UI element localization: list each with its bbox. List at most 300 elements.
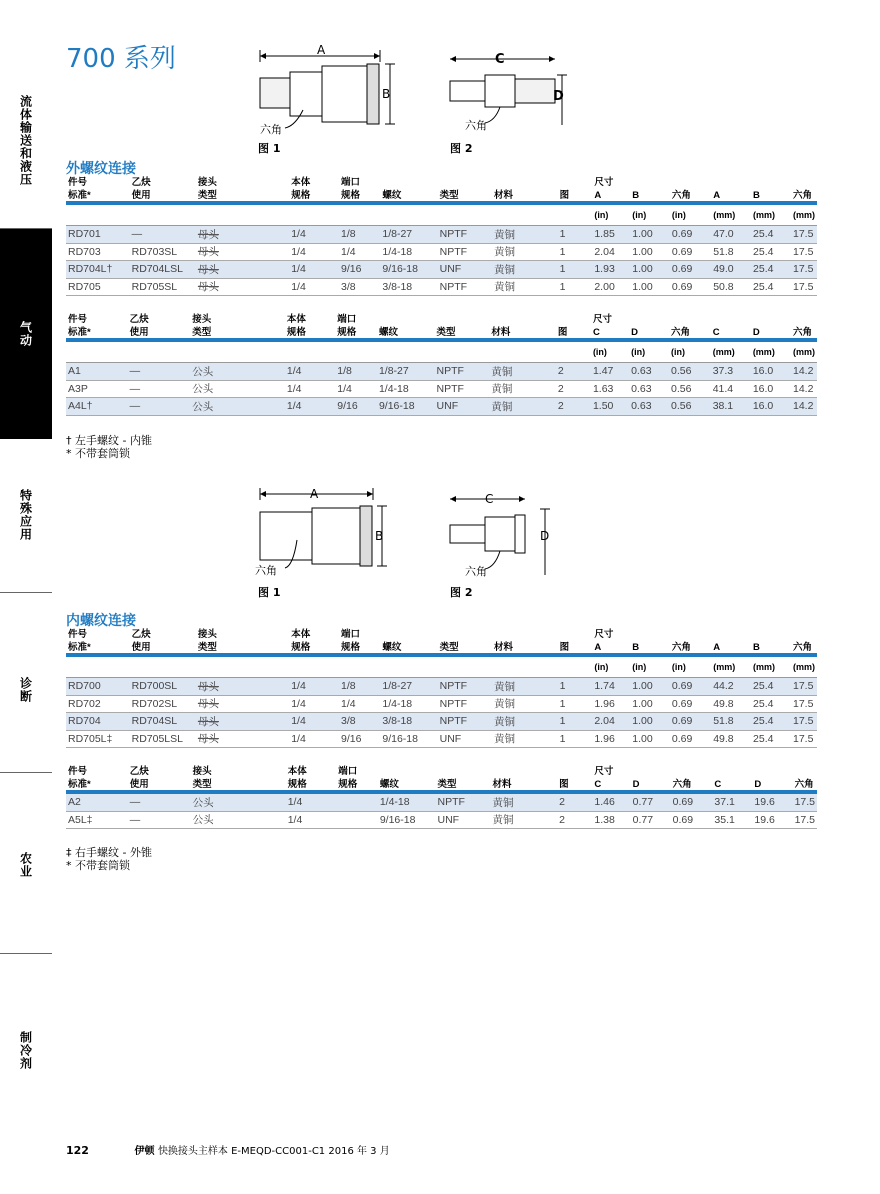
table-cell: 1 <box>558 226 593 244</box>
table-cell: 49.8 <box>711 730 751 748</box>
table-cell: 1/4 <box>286 811 336 829</box>
table-cell: 17.5 <box>791 730 817 748</box>
table-cell: — <box>128 398 191 416</box>
table-cell: 0.69 <box>671 811 713 829</box>
table-cell: UNF <box>436 811 491 829</box>
table-cell: 25.4 <box>751 243 791 261</box>
header-thread: 螺纹 <box>378 777 436 792</box>
header-type: 类型 <box>438 188 492 203</box>
header-size: 尺寸 <box>594 629 614 640</box>
table-cell: 17.5 <box>793 792 817 811</box>
spec-table-male-plugs <box>66 312 817 416</box>
table-cell: 1/4 <box>285 398 335 416</box>
table-cell: 44.2 <box>711 678 751 696</box>
header-material: 材料 <box>489 325 555 340</box>
plug-diagram-fig2-top <box>445 45 575 140</box>
table-cell: 1/4 <box>289 243 339 261</box>
table-cell: RD701 <box>66 226 130 244</box>
table-cell: 9/16-18 <box>380 261 437 279</box>
table-cell: 2.04 <box>592 713 630 731</box>
header-connector: 接头 <box>192 766 212 777</box>
side-tab-diagnostics[interactable]: 诊断 <box>18 677 33 703</box>
header-part-no: 件号 <box>68 766 88 777</box>
table-cell: 19.6 <box>752 811 792 829</box>
table-cell: — <box>130 226 196 244</box>
table-cell: NPTF <box>435 380 490 398</box>
table-cell: 0.77 <box>631 792 671 811</box>
table-row <box>66 363 817 381</box>
table-cell: 黄铜 <box>492 730 558 748</box>
hex-label: 六角 <box>465 565 487 578</box>
table-cell: 1/4 <box>285 363 335 381</box>
table-cell: 14.2 <box>791 398 817 416</box>
table-cell: 1/8 <box>335 363 377 381</box>
header-connector: 接头 <box>197 177 217 188</box>
header-text: 使用 <box>128 325 191 340</box>
unit-in: (in) <box>591 340 629 363</box>
table-cell: 1 <box>558 695 593 713</box>
table-cell: 2 <box>557 811 592 829</box>
header-standard: 标准* <box>66 777 128 792</box>
table-cell: 1/4 <box>339 695 380 713</box>
table-cell: 1.00 <box>630 278 670 296</box>
table-cell: 3/8-18 <box>380 713 437 731</box>
fig2-label: 图 2 <box>450 586 473 599</box>
unit-in: (in) <box>670 655 711 678</box>
table-cell: 19.6 <box>752 792 792 811</box>
header-b: B <box>630 188 670 203</box>
table-row <box>66 792 817 811</box>
header-a: A <box>592 188 630 203</box>
table-cell: 1.50 <box>591 398 629 416</box>
table-cell <box>336 792 378 811</box>
table-cell: 黄铜 <box>492 261 558 279</box>
header-text: 使用 <box>128 777 191 792</box>
table-cell: UNF <box>438 730 492 748</box>
table-cell: 1.38 <box>592 811 630 829</box>
section-title-female: 内螺纹连接 <box>66 613 136 629</box>
table-cell: 1 <box>558 261 593 279</box>
table-cell: 1/4-18 <box>380 695 437 713</box>
header-size: 尺寸 <box>594 766 614 777</box>
header-text: 规格 <box>335 325 377 340</box>
table-cell: 1 <box>558 713 593 731</box>
table-cell: 38.1 <box>711 398 751 416</box>
header-b: B <box>630 640 670 655</box>
unit-in: (in) <box>630 203 670 226</box>
table-row <box>66 226 817 244</box>
header-type: 类型 <box>438 640 492 655</box>
header-text: 规格 <box>339 640 380 655</box>
table-cell: 1.00 <box>630 678 670 696</box>
side-tab-pneumatic[interactable]: 气动 <box>0 229 52 439</box>
dim-c-label: C <box>495 52 505 67</box>
table-cell: 0.77 <box>631 811 671 829</box>
table-cell: 0.69 <box>670 695 711 713</box>
header-d: D <box>631 777 671 792</box>
unit-mm: (mm) <box>711 340 751 363</box>
header-b: B <box>751 188 791 203</box>
table-cell: 1/8-27 <box>377 363 435 381</box>
header-a: A <box>592 640 630 655</box>
unit-in: (in) <box>592 203 630 226</box>
dim-d-label: D <box>540 529 550 543</box>
header-fig: 图 <box>558 188 593 203</box>
side-tab-bar <box>0 0 52 1194</box>
table-cell: 0.56 <box>669 363 711 381</box>
table-cell: 黄铜 <box>492 226 558 244</box>
table-cell: 1/4-18 <box>377 380 435 398</box>
table-cell: 公头 <box>190 398 285 416</box>
table-cell: 25.4 <box>751 226 791 244</box>
header-acetylene: 乙炔 <box>131 177 151 188</box>
header-material: 材料 <box>492 640 558 655</box>
table-cell: 0.63 <box>629 363 669 381</box>
side-tab-fluid[interactable]: 流体输送和液压 <box>18 94 33 186</box>
table-cell: 1.46 <box>592 792 630 811</box>
table-cell: 1/4 <box>289 226 339 244</box>
header-port: 端口 <box>338 766 358 777</box>
table-cell: 17.5 <box>791 261 817 279</box>
table-cell: 0.56 <box>669 380 711 398</box>
table-cell: 25.4 <box>751 695 791 713</box>
table-cell: 1 <box>558 678 593 696</box>
header-c: C <box>592 777 630 792</box>
unit-mm: (mm) <box>791 203 817 226</box>
table-cell: RD702SL <box>130 695 196 713</box>
table-cell: RD703 <box>66 243 130 261</box>
header-text: 类型 <box>191 777 286 792</box>
table-cell: 1.93 <box>592 261 630 279</box>
table-cell: NPTF <box>438 678 492 696</box>
header-fig: 图 <box>557 777 592 792</box>
header-hex: 六角 <box>671 777 713 792</box>
table-cell: 1 <box>558 243 593 261</box>
table-row <box>66 261 817 279</box>
table-cell: 1.96 <box>592 695 630 713</box>
header-a: A <box>711 640 751 655</box>
header-d: D <box>629 325 669 340</box>
header-hex: 六角 <box>670 188 711 203</box>
table-row <box>66 713 817 731</box>
table-cell: — <box>128 380 191 398</box>
table-cell: 黄铜 <box>489 363 555 381</box>
table-cell: 0.69 <box>670 278 711 296</box>
table-cell: 母头 <box>196 243 289 261</box>
table-cell: 1.63 <box>591 380 629 398</box>
plug-diagram-fig2-bottom <box>445 485 575 580</box>
table-cell: 50.8 <box>711 278 751 296</box>
header-b: B <box>751 640 791 655</box>
table-cell: 9/16-18 <box>377 398 435 416</box>
table-cell: 1.00 <box>630 243 670 261</box>
table-cell: 37.3 <box>711 363 751 381</box>
side-tab-agriculture[interactable]: 农业 <box>18 852 33 878</box>
header-fig: 图 <box>558 640 593 655</box>
table-cell: RD700SL <box>130 678 196 696</box>
header-text: 规格 <box>285 325 335 340</box>
table-cell: 9/16-18 <box>378 811 436 829</box>
table-cell: RD704LSL <box>130 261 196 279</box>
table-cell: 47.0 <box>711 226 751 244</box>
table-cell: NPTF <box>438 278 492 296</box>
spec-table-male-couplers <box>66 175 817 296</box>
table-cell: 母头 <box>196 226 289 244</box>
divider <box>0 592 52 593</box>
table-cell: 1/8 <box>339 226 380 244</box>
table-cell: 1.47 <box>591 363 629 381</box>
table-cell: 1.96 <box>592 730 630 748</box>
fig1-label: 图 1 <box>258 586 281 599</box>
table-cell: 49.0 <box>711 261 751 279</box>
footnote: ‡ 右手螺纹 - 外锥 <box>66 846 152 859</box>
table-row <box>66 243 817 261</box>
header-connector: 接头 <box>197 629 217 640</box>
table-cell: 0.69 <box>670 713 711 731</box>
table-cell: 17.5 <box>793 811 817 829</box>
unit-in: (in) <box>669 340 711 363</box>
dim-a-label: A <box>310 487 319 501</box>
table-cell: 黄铜 <box>492 278 558 296</box>
table-cell: 公头 <box>191 792 286 811</box>
header-d: D <box>751 325 791 340</box>
dim-c-label: C <box>485 492 494 506</box>
header-body: 本体 <box>286 314 306 325</box>
header-c: C <box>711 325 751 340</box>
unit-in: (in) <box>592 655 630 678</box>
footnotes-female <box>66 846 152 872</box>
table-cell: 0.63 <box>629 398 669 416</box>
unit-mm: (mm) <box>711 203 751 226</box>
table-row <box>66 730 817 748</box>
side-tab-special[interactable]: 特殊应用 <box>18 489 33 541</box>
header-port: 端口 <box>341 177 361 188</box>
table-cell: 公头 <box>191 811 286 829</box>
table-cell: RD705LSL <box>130 730 196 748</box>
table-cell: 17.5 <box>791 278 817 296</box>
side-tab-refrigerant[interactable]: 制冷剂 <box>18 1030 33 1070</box>
table-cell: 1/4 <box>335 380 377 398</box>
header-body: 本体 <box>291 629 311 640</box>
table-row <box>66 678 817 696</box>
table-cell: 0.56 <box>669 398 711 416</box>
header-text: 类型 <box>196 640 289 655</box>
dim-b-label: B <box>382 87 391 101</box>
header-text: 规格 <box>336 777 378 792</box>
header-text: 类型 <box>196 188 289 203</box>
table-cell: 1/4 <box>286 792 336 811</box>
header-hex: 六角 <box>791 325 817 340</box>
unit-mm: (mm) <box>751 340 791 363</box>
table-cell: NPTF <box>438 695 492 713</box>
header-part-no: 件号 <box>68 314 88 325</box>
table-cell: 母头 <box>196 730 289 748</box>
table-cell: 0.69 <box>670 261 711 279</box>
table-row <box>66 380 817 398</box>
header-port: 端口 <box>341 629 361 640</box>
table-cell: — <box>128 811 191 829</box>
footnote: * 不带套筒锁 <box>66 859 130 872</box>
unit-in: (in) <box>629 340 669 363</box>
table-cell: A3P <box>66 380 128 398</box>
table-cell: RD704 <box>66 713 130 731</box>
table-cell: UNF <box>438 261 492 279</box>
table-cell: 3/8 <box>339 278 380 296</box>
table-cell: 黄铜 <box>492 243 558 261</box>
table-cell: — <box>128 792 191 811</box>
table-cell: 1.00 <box>630 226 670 244</box>
table-cell: 17.5 <box>791 695 817 713</box>
table-cell: 16.0 <box>751 398 791 416</box>
unit-mm: (mm) <box>791 655 817 678</box>
header-c: C <box>712 777 752 792</box>
table-cell: NPTF <box>436 792 491 811</box>
divider <box>0 953 52 954</box>
table-cell: 37.1 <box>712 792 752 811</box>
table-cell: 1/4-18 <box>380 243 437 261</box>
header-text: 使用 <box>130 188 196 203</box>
table-cell: 1/4 <box>285 380 335 398</box>
fig1-label: 图 1 <box>258 142 281 155</box>
table-cell: RD704L† <box>66 261 130 279</box>
header-hex: 六角 <box>791 640 817 655</box>
table-cell: 51.8 <box>711 243 751 261</box>
table-cell: 母头 <box>196 695 289 713</box>
table-cell: 1 <box>558 730 593 748</box>
header-size: 尺寸 <box>594 177 614 188</box>
fig2-label: 图 2 <box>450 142 473 155</box>
table-cell: 1/8 <box>339 678 380 696</box>
table-cell: 0.69 <box>670 730 711 748</box>
table-cell: 1/4 <box>289 730 339 748</box>
unit-in: (in) <box>670 203 711 226</box>
table-cell: 16.0 <box>751 380 791 398</box>
page-title: 700 系列 <box>66 44 176 74</box>
table-cell: 14.2 <box>791 363 817 381</box>
table-cell: 母头 <box>196 678 289 696</box>
header-fig: 图 <box>556 325 591 340</box>
table-cell: 17.5 <box>791 678 817 696</box>
table-cell: RD705 <box>66 278 130 296</box>
table-cell: NPTF <box>435 363 490 381</box>
header-thread: 螺纹 <box>380 640 437 655</box>
table-cell: 17.5 <box>791 226 817 244</box>
table-row <box>66 398 817 416</box>
table-cell: 9/16 <box>339 730 380 748</box>
table-cell: 1/4 <box>339 243 380 261</box>
table-cell: 母头 <box>196 713 289 731</box>
table-cell: 2 <box>556 398 591 416</box>
unit-mm: (mm) <box>791 340 817 363</box>
header-body: 本体 <box>287 766 307 777</box>
table-cell: 1.00 <box>630 730 670 748</box>
table-cell: 1.85 <box>592 226 630 244</box>
table-row <box>66 278 817 296</box>
table-cell: 黄铜 <box>489 380 555 398</box>
table-cell: 17.5 <box>791 243 817 261</box>
table-cell: 25.4 <box>751 730 791 748</box>
header-text: 规格 <box>339 188 380 203</box>
table-cell: 9/16 <box>339 261 380 279</box>
table-cell: 3/8-18 <box>380 278 437 296</box>
header-part-no: 件号 <box>68 177 88 188</box>
footnotes-male <box>66 434 152 460</box>
header-connector: 接头 <box>192 314 212 325</box>
table-cell: 黄铜 <box>491 811 558 829</box>
table-cell: RD700 <box>66 678 130 696</box>
header-material: 材料 <box>491 777 558 792</box>
table-cell: 1/4 <box>289 678 339 696</box>
table-cell: 25.4 <box>751 678 791 696</box>
footnote: † 左手螺纹 - 内锥 <box>66 434 152 447</box>
table-row <box>66 695 817 713</box>
table-cell: 17.5 <box>791 713 817 731</box>
coupler-diagram-fig1-bottom <box>255 482 405 582</box>
header-a: A <box>711 188 751 203</box>
table-cell: 1/4-18 <box>378 792 436 811</box>
table-cell: 9/16-18 <box>380 730 437 748</box>
header-size: 尺寸 <box>592 314 612 325</box>
header-c: C <box>591 325 629 340</box>
table-cell: RD702 <box>66 695 130 713</box>
header-body: 本体 <box>291 177 311 188</box>
header-hex: 六角 <box>793 777 817 792</box>
table-cell: 公头 <box>190 380 285 398</box>
table-cell: 1.00 <box>630 713 670 731</box>
header-part-no: 件号 <box>68 629 88 640</box>
header-acetylene: 乙炔 <box>129 766 149 777</box>
table-cell: 25.4 <box>751 713 791 731</box>
table-cell: 1.00 <box>630 261 670 279</box>
table-cell: 母头 <box>196 278 289 296</box>
table-cell: 9/16 <box>335 398 377 416</box>
header-type: 类型 <box>436 777 491 792</box>
unit-in: (in) <box>630 655 670 678</box>
table-cell: 0.63 <box>629 380 669 398</box>
table-cell: 1.74 <box>592 678 630 696</box>
table-cell: 41.4 <box>711 380 751 398</box>
dim-d-label: D <box>553 89 564 104</box>
table-cell: RD705L‡ <box>66 730 130 748</box>
table-cell: NPTF <box>438 226 492 244</box>
header-type: 类型 <box>435 325 490 340</box>
table-cell: 母头 <box>196 261 289 279</box>
table-cell: 1/8-27 <box>380 226 437 244</box>
table-cell: RD704SL <box>130 713 196 731</box>
header-standard: 标准* <box>66 325 128 340</box>
table-cell: UNF <box>435 398 490 416</box>
page-footer <box>66 1142 390 1157</box>
table-cell: 35.1 <box>712 811 752 829</box>
table-cell: 2 <box>557 792 592 811</box>
table-cell: 49.8 <box>711 695 751 713</box>
table-cell: 2 <box>556 363 591 381</box>
table-cell: 1.00 <box>630 695 670 713</box>
table-cell: A1 <box>66 363 128 381</box>
table-cell: 1 <box>558 278 593 296</box>
table-cell: 2.04 <box>592 243 630 261</box>
header-hex: 六角 <box>670 640 711 655</box>
table-cell: 3/8 <box>339 713 380 731</box>
table-cell: 16.0 <box>751 363 791 381</box>
header-text: 规格 <box>289 188 339 203</box>
table-cell: 1/4 <box>289 261 339 279</box>
header-standard: 标准* <box>66 640 130 655</box>
header-text: 使用 <box>130 640 196 655</box>
table-cell: NPTF <box>438 713 492 731</box>
header-text: 规格 <box>289 640 339 655</box>
table-cell <box>336 811 378 829</box>
